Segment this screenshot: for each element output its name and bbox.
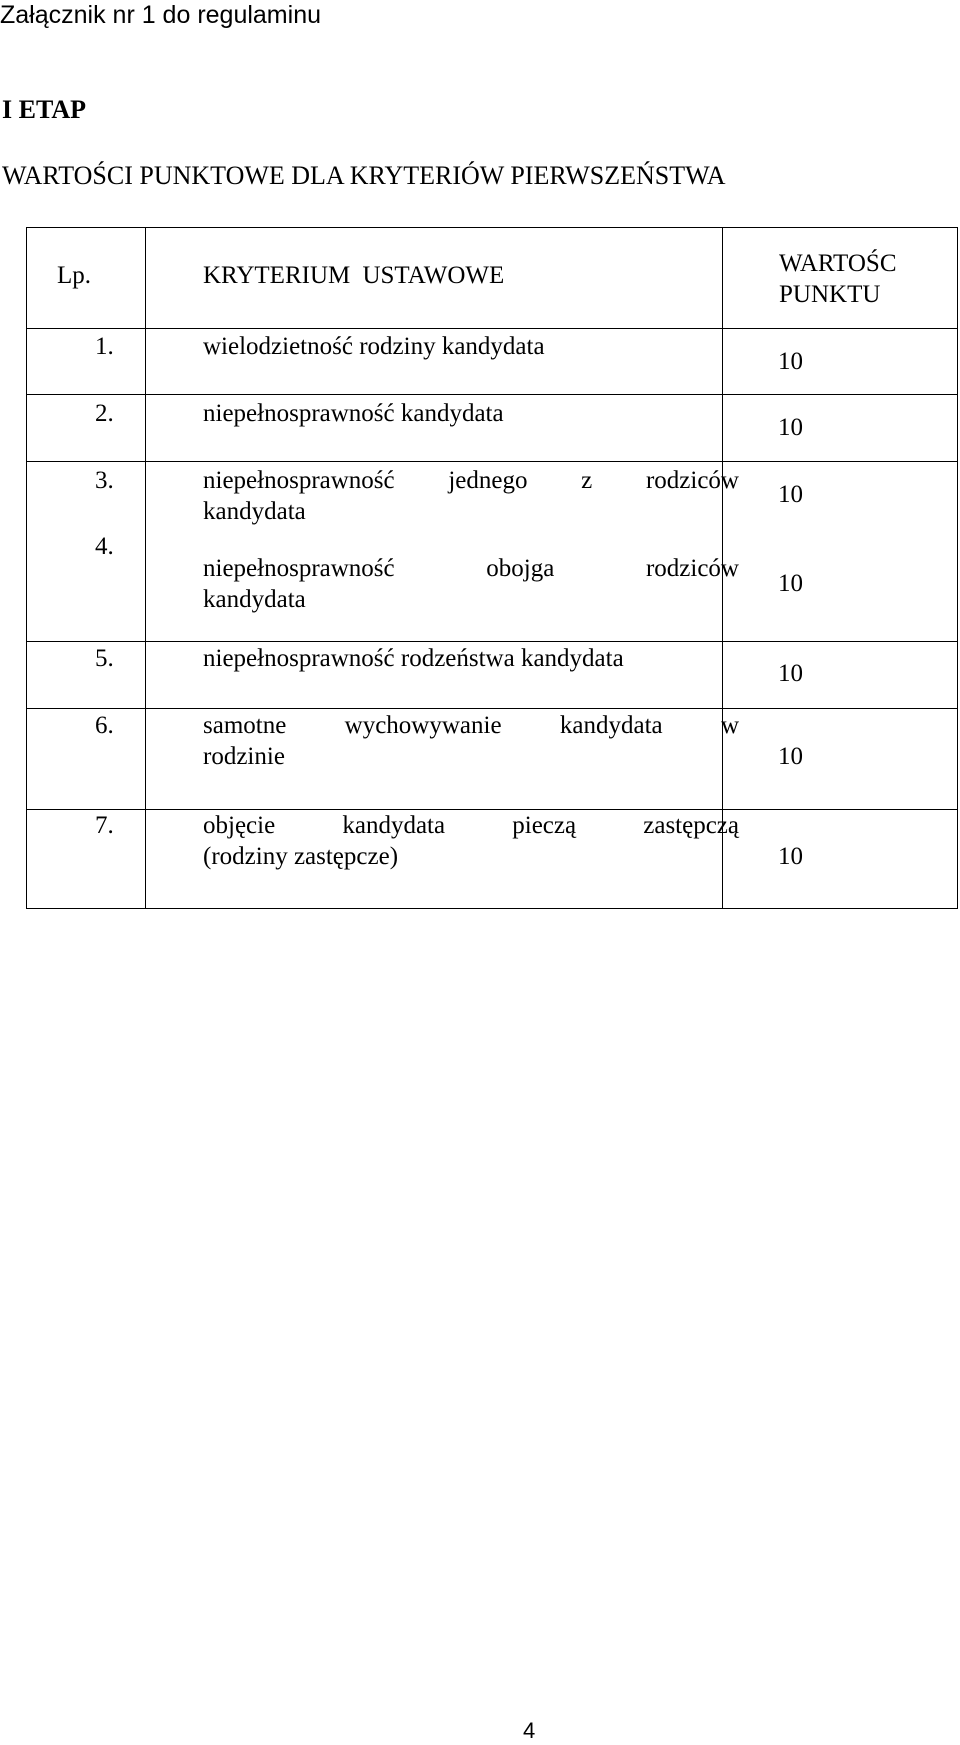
row-5-criterion: niepełnosprawność rodzeństwa kandydata — [203, 645, 624, 672]
header-lp: Lp. — [57, 262, 92, 289]
section-heading: WARTOŚCI PUNKTOWE DLA KRYTERIÓW PIERWSZEŃSTWA — [2, 161, 726, 190]
row-6-criterion-line1: samotne wychowywanie kandydata w — [203, 712, 739, 739]
row-7-lp: 7. — [95, 812, 114, 839]
row-7-criterion-line2: (rodziny zastępcze) — [203, 843, 399, 870]
row-4-points: 10 — [778, 570, 803, 597]
row-divider — [27, 328, 722, 329]
row-5-lp: 5. — [95, 645, 114, 672]
header-criterion: KRYTERIUM USTAWOWE — [203, 262, 505, 289]
row-3-points: 10 — [778, 481, 803, 508]
row-6-criterion-line2: rodzinie — [203, 743, 285, 770]
row-4-criterion-line1: niepełnosprawność obojga rodziców — [203, 555, 739, 582]
document-title: Załącznik nr 1 do regulaminu — [0, 1, 321, 29]
row-divider — [27, 461, 957, 462]
header-points-line2: PUNKTU — [779, 281, 881, 308]
row-6-points: 10 — [778, 743, 803, 770]
row-7-points: 10 — [778, 843, 803, 870]
row-1-criterion: wielodzietność rodziny kandydata — [203, 333, 545, 360]
row-divider — [27, 708, 957, 709]
stage-heading: I ETAP — [2, 95, 87, 124]
header-points-line1: WARTOŚC — [779, 250, 897, 277]
row-1-lp: 1. — [95, 333, 114, 360]
row-divider — [722, 328, 957, 329]
column-divider — [145, 228, 146, 908]
row-5-points: 10 — [778, 660, 803, 687]
row-3-criterion-line1: niepełnosprawność jednego z rodziców — [203, 467, 739, 494]
criteria-table — [26, 227, 958, 909]
row-1-points: 10 — [778, 348, 803, 375]
row-3-criterion-line2: kandydata — [203, 498, 306, 525]
row-4-lp: 4. — [95, 533, 114, 560]
page-number: 4 — [523, 1718, 536, 1743]
row-7-criterion-line1: objęcie kandydata pieczą zastępczą — [203, 812, 739, 839]
row-2-points: 10 — [778, 414, 803, 441]
row-divider — [27, 641, 957, 642]
row-3-lp: 3. — [95, 467, 114, 494]
row-2-criterion: niepełnosprawność kandydata — [203, 400, 504, 427]
row-6-lp: 6. — [95, 712, 114, 739]
row-divider — [27, 394, 957, 395]
row-2-lp: 2. — [95, 400, 114, 427]
row-4-criterion-line2: kandydata — [203, 586, 306, 613]
